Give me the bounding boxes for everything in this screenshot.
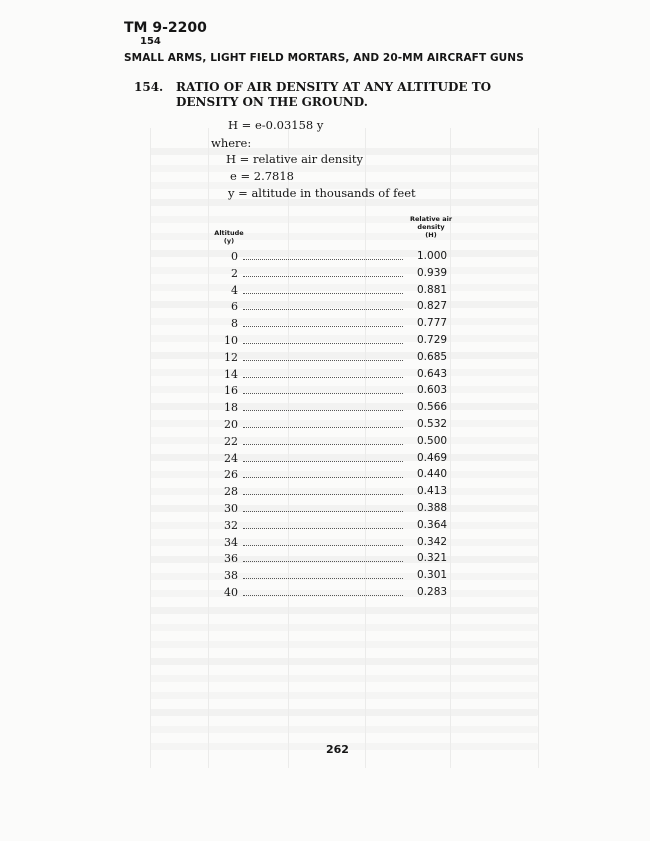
leader-dots <box>243 377 403 378</box>
altitude-value: 20 <box>224 417 238 431</box>
bleed-through-line <box>150 641 538 648</box>
table-row <box>210 418 460 435</box>
altitude-value: 40 <box>224 585 238 599</box>
bleed-through-line <box>150 199 538 206</box>
table-row <box>210 435 460 452</box>
density-header-unit: (H) <box>425 231 437 239</box>
altitude-header-label: Altitude <box>214 229 244 237</box>
section-title-line-1: RATIO OF AIR DENSITY AT ANY ALTITUDE TO <box>176 80 492 94</box>
density-value: 0.685 <box>417 350 448 363</box>
leader-dots <box>243 561 403 562</box>
bleed-through-line <box>150 726 538 733</box>
table-row <box>210 468 460 485</box>
density-value: 0.500 <box>417 434 448 447</box>
table-row <box>210 334 460 351</box>
altitude-value: 26 <box>224 468 238 482</box>
definition-y: y = altitude in thousands of feet <box>228 186 416 200</box>
table-row <box>210 502 460 519</box>
table-row <box>210 552 460 569</box>
table-row <box>210 401 460 418</box>
leader-dots <box>243 477 403 478</box>
density-value: 0.413 <box>417 485 448 498</box>
density-value: 0.603 <box>417 384 448 397</box>
density-column-header <box>403 215 459 239</box>
table-row <box>210 485 460 502</box>
bleed-through-line <box>150 216 538 223</box>
table-row <box>210 452 460 469</box>
density-value: 0.532 <box>417 417 448 430</box>
density-value: 0.643 <box>417 367 448 380</box>
density-value: 0.566 <box>417 401 448 414</box>
density-value: 0.364 <box>417 518 448 531</box>
altitude-value: 6 <box>231 300 238 314</box>
leader-dots <box>243 595 403 596</box>
table-row <box>210 351 460 368</box>
table-row <box>210 267 460 284</box>
definition-h: H = relative air density <box>226 152 364 166</box>
altitude-value: 38 <box>224 569 238 583</box>
altitude-header-unit: (y) <box>223 237 235 245</box>
table-row <box>210 519 460 536</box>
section-title <box>176 80 516 110</box>
leader-dots <box>243 343 403 344</box>
section-title-line-2: DENSITY ON THE GROUND. <box>176 95 368 109</box>
density-value: 0.440 <box>417 468 448 481</box>
leader-dots <box>243 309 403 310</box>
leader-dots <box>243 360 403 361</box>
where-label: where: <box>211 136 252 150</box>
bleed-through-line <box>150 692 538 699</box>
density-value: 0.827 <box>417 300 448 313</box>
altitude-value: 16 <box>224 384 238 398</box>
altitude-value: 10 <box>224 333 238 347</box>
bleed-through-line <box>150 675 538 682</box>
leader-dots <box>243 326 403 327</box>
definition-e: e = 2.7818 <box>230 169 294 183</box>
density-value: 0.939 <box>417 266 448 279</box>
altitude-value: 36 <box>224 552 238 566</box>
bleed-through-line <box>150 607 538 614</box>
density-value: 0.777 <box>417 317 448 330</box>
page-reference: 154 <box>140 36 161 47</box>
leader-dots <box>243 276 403 277</box>
leader-dots <box>243 461 403 462</box>
density-table-body <box>210 250 460 603</box>
leader-dots <box>243 511 403 512</box>
bleed-through-line <box>150 624 538 631</box>
table-row <box>210 250 460 267</box>
altitude-value: 14 <box>224 367 238 381</box>
bleed-through-line <box>150 709 538 716</box>
altitude-value: 8 <box>231 317 238 331</box>
density-header-label-1: Relative air <box>409 215 453 223</box>
density-value: 0.388 <box>417 501 448 514</box>
bleed-through-line <box>150 658 538 665</box>
table-row <box>210 536 460 553</box>
leader-dots <box>243 444 403 445</box>
leader-dots <box>243 259 403 260</box>
density-value: 0.321 <box>417 552 448 565</box>
manual-subject: SMALL ARMS, LIGHT FIELD MORTARS, AND 20-MM AIRCRAFT GUNS <box>124 52 524 64</box>
density-value: 0.301 <box>417 569 448 582</box>
table-row <box>210 284 460 301</box>
density-value: 0.283 <box>417 585 448 598</box>
density-value: 1.000 <box>417 250 448 262</box>
leader-dots <box>243 528 403 529</box>
leader-dots <box>243 578 403 579</box>
manual-number: TM 9-2200 <box>124 20 207 36</box>
density-value: 0.729 <box>417 333 448 346</box>
density-value: 0.469 <box>417 451 448 464</box>
table-row <box>210 569 460 586</box>
altitude-column-header <box>206 229 252 245</box>
table-row <box>210 317 460 334</box>
altitude-value: 18 <box>224 401 238 415</box>
altitude-value: 0 <box>231 250 238 263</box>
table-row <box>210 384 460 401</box>
section-number: 154. <box>134 80 164 94</box>
altitude-value: 4 <box>231 283 238 297</box>
leader-dots <box>243 410 403 411</box>
density-formula: H = e-0.03158 y <box>228 118 324 132</box>
altitude-value: 24 <box>224 451 238 465</box>
leader-dots <box>243 393 403 394</box>
altitude-value: 12 <box>224 350 238 364</box>
leader-dots <box>243 545 403 546</box>
altitude-value: 30 <box>224 501 238 515</box>
density-value: 0.881 <box>417 283 448 296</box>
altitude-value: 32 <box>224 518 238 532</box>
altitude-value: 34 <box>224 535 238 549</box>
page-number: 262 <box>326 743 349 756</box>
density-header-label-2: density <box>417 223 445 231</box>
altitude-value: 2 <box>231 266 238 280</box>
table-row <box>210 586 460 603</box>
leader-dots <box>243 427 403 428</box>
altitude-value: 28 <box>224 485 238 499</box>
table-row <box>210 368 460 385</box>
leader-dots <box>243 494 403 495</box>
leader-dots <box>243 293 403 294</box>
bleed-through-line <box>150 165 538 172</box>
density-value: 0.342 <box>417 535 448 548</box>
altitude-value: 22 <box>224 434 238 448</box>
table-row <box>210 300 460 317</box>
